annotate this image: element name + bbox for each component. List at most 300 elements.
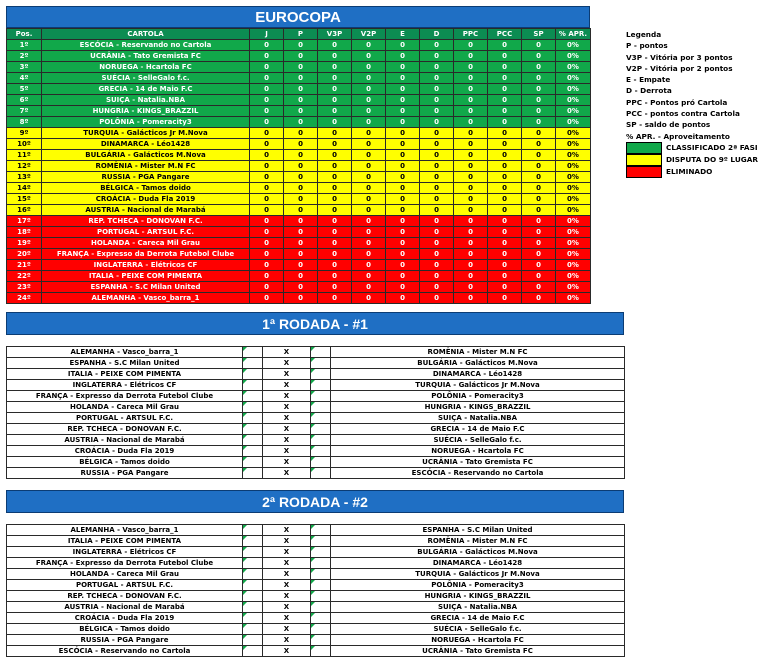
stat-cell: 0 bbox=[488, 51, 522, 62]
standings-header-row bbox=[7, 29, 591, 40]
stat-cell: 0 bbox=[352, 282, 386, 293]
stat-cell: 0 bbox=[250, 106, 284, 117]
stat-cell: 0% bbox=[556, 84, 591, 95]
away-score-cell[interactable] bbox=[311, 646, 331, 657]
stat-cell: 0% bbox=[556, 249, 591, 260]
col-header: CARTOLA bbox=[42, 29, 250, 40]
stat-cell: 0 bbox=[420, 194, 454, 205]
stat-cell: 0 bbox=[386, 40, 420, 51]
col-header: E bbox=[386, 29, 420, 40]
stat-cell: 0 bbox=[250, 128, 284, 139]
round-2-banner bbox=[6, 490, 624, 513]
stat-cell: 0 bbox=[488, 271, 522, 282]
team-cell: DINAMARCA - Léo1428 bbox=[42, 139, 250, 150]
stat-cell: 0 bbox=[284, 194, 318, 205]
stat-cell: 0 bbox=[318, 205, 352, 216]
stat-cell: 0 bbox=[522, 205, 556, 216]
away-score-cell[interactable] bbox=[311, 347, 331, 358]
home-score-cell[interactable] bbox=[243, 424, 263, 435]
home-score-cell[interactable] bbox=[243, 347, 263, 358]
stat-cell: 0% bbox=[556, 293, 591, 304]
home-team: ALEMANHA - Vasco_barra_1 bbox=[7, 347, 243, 358]
stat-cell: 0 bbox=[318, 216, 352, 227]
pos-cell: 10º bbox=[7, 139, 42, 150]
standings-row bbox=[7, 128, 591, 139]
stat-cell: 0 bbox=[454, 150, 488, 161]
stat-cell: 0 bbox=[318, 139, 352, 150]
away-score-cell[interactable] bbox=[311, 391, 331, 402]
away-score-cell[interactable] bbox=[311, 402, 331, 413]
stat-cell: 0 bbox=[386, 260, 420, 271]
match-row bbox=[7, 446, 625, 457]
stat-cell: 0 bbox=[352, 73, 386, 84]
stat-cell: 0 bbox=[284, 62, 318, 73]
match-row bbox=[7, 646, 625, 657]
stat-cell: 0 bbox=[420, 282, 454, 293]
team-cell: UCRÂNIA - Tato Gremista FC bbox=[42, 51, 250, 62]
stat-cell: 0 bbox=[454, 282, 488, 293]
legend bbox=[626, 29, 781, 178]
team-cell: SUIÇA - Natalia.NBA bbox=[42, 95, 250, 106]
stat-cell: 0 bbox=[284, 205, 318, 216]
versus-label: X bbox=[263, 413, 311, 424]
away-score-cell[interactable] bbox=[311, 547, 331, 558]
stat-cell: 0 bbox=[318, 150, 352, 161]
versus-label: X bbox=[263, 624, 311, 635]
stat-cell: 0 bbox=[522, 40, 556, 51]
standings-body bbox=[7, 40, 591, 304]
pos-cell: 13º bbox=[7, 172, 42, 183]
away-score-cell[interactable] bbox=[311, 569, 331, 580]
home-team: FRANÇA - Expresso da Derrota Futebol Clube bbox=[7, 391, 243, 402]
stat-cell: 0 bbox=[420, 84, 454, 95]
stat-cell: 0 bbox=[284, 260, 318, 271]
stat-cell: 0 bbox=[454, 51, 488, 62]
stat-cell: 0 bbox=[454, 40, 488, 51]
away-score-cell[interactable] bbox=[311, 536, 331, 547]
stat-cell: 0 bbox=[318, 117, 352, 128]
match-row bbox=[7, 424, 625, 435]
away-team: HUNGRIA - KINGS_BRAZZIL bbox=[331, 402, 625, 413]
stat-cell: 0 bbox=[284, 227, 318, 238]
away-team: POLÔNIA - Pomeracity3 bbox=[331, 391, 625, 402]
match-row bbox=[7, 591, 625, 602]
pos-cell: 14º bbox=[7, 183, 42, 194]
home-score-cell[interactable] bbox=[243, 602, 263, 613]
home-team: INGLATERRA - Elétricos CF bbox=[7, 547, 243, 558]
stat-cell: 0 bbox=[284, 161, 318, 172]
stat-cell: 0 bbox=[352, 40, 386, 51]
home-score-cell[interactable] bbox=[243, 380, 263, 391]
match-row bbox=[7, 635, 625, 646]
away-team: POLÔNIA - Pomeracity3 bbox=[331, 580, 625, 591]
match-row bbox=[7, 391, 625, 402]
standings-table bbox=[6, 28, 591, 304]
stat-cell: 0 bbox=[386, 73, 420, 84]
team-cell: REP. TCHECA - DONOVAN F.C. bbox=[42, 216, 250, 227]
stat-cell: 0 bbox=[454, 227, 488, 238]
stat-cell: 0 bbox=[250, 260, 284, 271]
away-team: UCRÂNIA - Tato Gremista FC bbox=[331, 646, 625, 657]
stat-cell: 0 bbox=[386, 84, 420, 95]
stat-cell: 0 bbox=[522, 150, 556, 161]
away-score-cell[interactable] bbox=[311, 580, 331, 591]
stat-cell: 0 bbox=[386, 227, 420, 238]
match-row bbox=[7, 435, 625, 446]
home-score-cell[interactable] bbox=[243, 547, 263, 558]
stat-cell: 0 bbox=[454, 172, 488, 183]
versus-label: X bbox=[263, 402, 311, 413]
stat-cell: 0 bbox=[386, 282, 420, 293]
stat-cell: 0 bbox=[352, 150, 386, 161]
away-team: NORUEGA - Hcartola FC bbox=[331, 635, 625, 646]
stat-cell: 0 bbox=[386, 205, 420, 216]
match-row bbox=[7, 457, 625, 468]
stat-cell: 0 bbox=[522, 128, 556, 139]
stat-cell: 0 bbox=[522, 282, 556, 293]
home-team: ITALIA - PEIXE COM PIMENTA bbox=[7, 369, 243, 380]
home-score-cell[interactable] bbox=[243, 569, 263, 580]
away-score-cell[interactable] bbox=[311, 624, 331, 635]
stat-cell: 0 bbox=[318, 172, 352, 183]
standings-row bbox=[7, 62, 591, 73]
stat-cell: 0 bbox=[318, 40, 352, 51]
stat-cell: 0% bbox=[556, 260, 591, 271]
stat-cell: 0% bbox=[556, 73, 591, 84]
home-team: INGLATERRA - Elétricos CF bbox=[7, 380, 243, 391]
stat-cell: 0 bbox=[352, 227, 386, 238]
standings-row bbox=[7, 84, 591, 95]
legend-item: V3P - Vitória por 3 pontos bbox=[626, 52, 733, 62]
legend-key-eliminated bbox=[626, 166, 781, 178]
stat-cell: 0 bbox=[420, 172, 454, 183]
stat-cell: 0 bbox=[284, 172, 318, 183]
home-score-cell[interactable] bbox=[243, 369, 263, 380]
stat-cell: 0 bbox=[284, 249, 318, 260]
color-swatch-yellow bbox=[626, 154, 662, 166]
home-score-cell[interactable] bbox=[243, 536, 263, 547]
standings-row bbox=[7, 282, 591, 293]
pos-cell: 21º bbox=[7, 260, 42, 271]
stat-cell: 0% bbox=[556, 117, 591, 128]
stat-cell: 0 bbox=[284, 128, 318, 139]
stat-cell: 0 bbox=[454, 238, 488, 249]
stat-cell: 0% bbox=[556, 139, 591, 150]
stat-cell: 0 bbox=[284, 293, 318, 304]
versus-label: X bbox=[263, 591, 311, 602]
away-score-cell[interactable] bbox=[311, 369, 331, 380]
stat-cell: 0 bbox=[522, 84, 556, 95]
home-score-cell[interactable] bbox=[243, 391, 263, 402]
home-team: PORTUGAL - ARTSUL F.C. bbox=[7, 413, 243, 424]
stat-cell: 0 bbox=[488, 62, 522, 73]
stat-cell: 0 bbox=[488, 183, 522, 194]
team-cell: PORTUGAL - ARTSUL F.C. bbox=[42, 227, 250, 238]
away-team: GRECIA - 14 de Maio F.C bbox=[331, 613, 625, 624]
stat-cell: 0 bbox=[420, 183, 454, 194]
home-score-cell[interactable] bbox=[243, 624, 263, 635]
standings-row bbox=[7, 117, 591, 128]
away-score-cell[interactable] bbox=[311, 591, 331, 602]
stat-cell: 0 bbox=[284, 95, 318, 106]
match-row bbox=[7, 413, 625, 424]
standings-row bbox=[7, 249, 591, 260]
stat-cell: 0 bbox=[386, 249, 420, 260]
stat-cell: 0% bbox=[556, 194, 591, 205]
stat-cell: 0 bbox=[386, 51, 420, 62]
home-score-cell[interactable] bbox=[243, 646, 263, 657]
home-score-cell[interactable] bbox=[243, 468, 263, 479]
stat-cell: 0 bbox=[352, 84, 386, 95]
stat-cell: 0 bbox=[284, 139, 318, 150]
stat-cell: 0 bbox=[284, 51, 318, 62]
home-score-cell[interactable] bbox=[243, 591, 263, 602]
versus-label: X bbox=[263, 646, 311, 657]
away-score-cell[interactable] bbox=[311, 525, 331, 536]
stat-cell: 0 bbox=[386, 271, 420, 282]
home-team: AUSTRIA - Nacional de Marabá bbox=[7, 435, 243, 446]
stat-cell: 0% bbox=[556, 238, 591, 249]
stat-cell: 0% bbox=[556, 150, 591, 161]
versus-label: X bbox=[263, 613, 311, 624]
stat-cell: 0 bbox=[420, 106, 454, 117]
stat-cell: 0% bbox=[556, 172, 591, 183]
legend-key-label: DISPUTA DO 9º LUGAR bbox=[666, 155, 759, 165]
home-score-cell[interactable] bbox=[243, 457, 263, 468]
stat-cell: 0 bbox=[250, 51, 284, 62]
stat-cell: 0 bbox=[522, 95, 556, 106]
away-score-cell[interactable] bbox=[311, 435, 331, 446]
stat-cell: 0 bbox=[250, 139, 284, 150]
stat-cell: 0 bbox=[488, 84, 522, 95]
away-team: BULGÁRIA - Galácticos M.Nova bbox=[331, 358, 625, 369]
stat-cell: 0 bbox=[284, 216, 318, 227]
away-team: SUIÇA - Natalia.NBA bbox=[331, 602, 625, 613]
stat-cell: 0 bbox=[522, 216, 556, 227]
away-score-cell[interactable] bbox=[311, 380, 331, 391]
standings-row bbox=[7, 139, 591, 150]
round-title: 2ª RODADA - #2 bbox=[262, 494, 368, 510]
stat-cell: 0 bbox=[488, 260, 522, 271]
match-row bbox=[7, 613, 625, 624]
stat-cell: 0 bbox=[352, 172, 386, 183]
stat-cell: 0 bbox=[284, 271, 318, 282]
match-row bbox=[7, 547, 625, 558]
stat-cell: 0 bbox=[250, 73, 284, 84]
stat-cell: 0 bbox=[318, 293, 352, 304]
stat-cell: 0 bbox=[488, 172, 522, 183]
legend-title: Legenda bbox=[626, 30, 662, 39]
match-row bbox=[7, 569, 625, 580]
stat-cell: 0 bbox=[522, 194, 556, 205]
pos-cell: 8º bbox=[7, 117, 42, 128]
team-cell: ESCÓCIA - Reservando no Cartola bbox=[42, 40, 250, 51]
stat-cell: 0 bbox=[318, 128, 352, 139]
team-cell: HUNGRIA - KINGS_BRAZZIL bbox=[42, 106, 250, 117]
stat-cell: 0 bbox=[386, 194, 420, 205]
col-header: V3P bbox=[318, 29, 352, 40]
stat-cell: 0 bbox=[386, 106, 420, 117]
stat-cell: 0% bbox=[556, 161, 591, 172]
home-score-cell[interactable] bbox=[243, 613, 263, 624]
stat-cell: 0 bbox=[420, 238, 454, 249]
stat-cell: 0 bbox=[386, 216, 420, 227]
away-score-cell[interactable] bbox=[311, 602, 331, 613]
stat-cell: 0 bbox=[454, 73, 488, 84]
stat-cell: 0 bbox=[488, 139, 522, 150]
match-row bbox=[7, 558, 625, 569]
stat-cell: 0 bbox=[522, 172, 556, 183]
stat-cell: 0 bbox=[284, 84, 318, 95]
home-team: RUSSIA - PGA Pangare bbox=[7, 468, 243, 479]
stat-cell: 0 bbox=[352, 95, 386, 106]
versus-label: X bbox=[263, 635, 311, 646]
col-header: V2P bbox=[352, 29, 386, 40]
match-row bbox=[7, 369, 625, 380]
away-score-cell[interactable] bbox=[311, 358, 331, 369]
team-cell: POLÔNIA - Pomeracity3 bbox=[42, 117, 250, 128]
stat-cell: 0 bbox=[318, 161, 352, 172]
team-cell: TURQUIA - Galácticos Jr M.Nova bbox=[42, 128, 250, 139]
stat-cell: 0 bbox=[284, 183, 318, 194]
standings-row bbox=[7, 150, 591, 161]
away-team: BULGÁRIA - Galácticos M.Nova bbox=[331, 547, 625, 558]
stat-cell: 0 bbox=[250, 95, 284, 106]
stat-cell: 0 bbox=[454, 249, 488, 260]
stat-cell: 0% bbox=[556, 282, 591, 293]
pos-cell: 3º bbox=[7, 62, 42, 73]
stat-cell: 0 bbox=[488, 40, 522, 51]
home-score-cell[interactable] bbox=[243, 580, 263, 591]
stat-cell: 0% bbox=[556, 106, 591, 117]
away-team: DINAMARCA - Léo1428 bbox=[331, 558, 625, 569]
away-team: TURQUIA - Galácticos Jr M.Nova bbox=[331, 380, 625, 391]
col-header: J bbox=[250, 29, 284, 40]
stat-cell: 0 bbox=[318, 106, 352, 117]
home-score-cell[interactable] bbox=[243, 435, 263, 446]
stat-cell: 0 bbox=[318, 227, 352, 238]
stat-cell: 0 bbox=[250, 282, 284, 293]
team-cell: CROÁCIA - Duda Fla 2019 bbox=[42, 194, 250, 205]
stat-cell: 0 bbox=[522, 139, 556, 150]
versus-label: X bbox=[263, 536, 311, 547]
away-score-cell[interactable] bbox=[311, 457, 331, 468]
pos-cell: 12º bbox=[7, 161, 42, 172]
away-score-cell[interactable] bbox=[311, 635, 331, 646]
away-team: TURQUIA - Galácticos Jr M.Nova bbox=[331, 569, 625, 580]
standings-row bbox=[7, 172, 591, 183]
match-row bbox=[7, 358, 625, 369]
team-cell: ALEMANHA - Vasco_barra_1 bbox=[42, 293, 250, 304]
home-team: FRANÇA - Expresso da Derrota Futebol Clube bbox=[7, 558, 243, 569]
home-score-cell[interactable] bbox=[243, 358, 263, 369]
home-team: CROÁCIA - Duda Fla 2019 bbox=[7, 446, 243, 457]
home-team: PORTUGAL - ARTSUL F.C. bbox=[7, 580, 243, 591]
home-score-cell[interactable] bbox=[243, 402, 263, 413]
standings-row bbox=[7, 271, 591, 282]
home-team: HOLANDA - Careca Mil Grau bbox=[7, 402, 243, 413]
stat-cell: 0 bbox=[420, 216, 454, 227]
versus-label: X bbox=[263, 547, 311, 558]
away-score-cell[interactable] bbox=[311, 413, 331, 424]
stat-cell: 0 bbox=[488, 95, 522, 106]
home-team: ALEMANHA - Vasco_barra_1 bbox=[7, 525, 243, 536]
away-score-cell[interactable] bbox=[311, 613, 331, 624]
round-title: 1ª RODADA - #1 bbox=[262, 316, 368, 332]
title-banner bbox=[6, 6, 590, 28]
stat-cell: 0 bbox=[250, 293, 284, 304]
pos-cell: 1º bbox=[7, 40, 42, 51]
away-score-cell[interactable] bbox=[311, 424, 331, 435]
standings-row bbox=[7, 51, 591, 62]
away-score-cell[interactable] bbox=[311, 468, 331, 479]
stat-cell: 0 bbox=[420, 40, 454, 51]
team-cell: INGLATERRA - Elétricos CF bbox=[42, 260, 250, 271]
home-score-cell[interactable] bbox=[243, 413, 263, 424]
stat-cell: 0 bbox=[284, 117, 318, 128]
stat-cell: 0 bbox=[522, 260, 556, 271]
col-header: PPC bbox=[454, 29, 488, 40]
stat-cell: 0% bbox=[556, 227, 591, 238]
home-team: AUSTRIA - Nacional de Marabá bbox=[7, 602, 243, 613]
stat-cell: 0 bbox=[488, 128, 522, 139]
stat-cell: 0% bbox=[556, 205, 591, 216]
standings-row bbox=[7, 40, 591, 51]
stat-cell: 0 bbox=[250, 194, 284, 205]
stat-cell: 0 bbox=[522, 62, 556, 73]
home-score-cell[interactable] bbox=[243, 525, 263, 536]
stat-cell: 0% bbox=[556, 62, 591, 73]
away-score-cell[interactable] bbox=[311, 446, 331, 457]
stat-cell: 0 bbox=[420, 95, 454, 106]
home-score-cell[interactable] bbox=[243, 446, 263, 457]
legend-key-dispute bbox=[626, 154, 781, 166]
stat-cell: 0 bbox=[420, 271, 454, 282]
match-row bbox=[7, 602, 625, 613]
pos-cell: 17º bbox=[7, 216, 42, 227]
stat-cell: 0 bbox=[454, 194, 488, 205]
legend-item: PCC - pontos contra Cartola bbox=[626, 109, 740, 119]
color-swatch-green bbox=[626, 142, 662, 154]
home-score-cell[interactable] bbox=[243, 558, 263, 569]
pos-cell: 7º bbox=[7, 106, 42, 117]
stat-cell: 0 bbox=[386, 117, 420, 128]
team-cell: NORUEGA - Hcartola FC bbox=[42, 62, 250, 73]
stat-cell: 0 bbox=[352, 183, 386, 194]
versus-label: X bbox=[263, 457, 311, 468]
color-swatch-red bbox=[626, 166, 662, 178]
stat-cell: 0 bbox=[420, 62, 454, 73]
stat-cell: 0% bbox=[556, 128, 591, 139]
stat-cell: 0 bbox=[420, 227, 454, 238]
away-team: NORUEGA - Hcartola FC bbox=[331, 446, 625, 457]
legend-item: SP - saldo de pontos bbox=[626, 120, 711, 130]
away-score-cell[interactable] bbox=[311, 558, 331, 569]
stat-cell: 0 bbox=[318, 249, 352, 260]
stat-cell: 0 bbox=[454, 117, 488, 128]
home-score-cell[interactable] bbox=[243, 635, 263, 646]
versus-label: X bbox=[263, 558, 311, 569]
legend-key-label: ELIMINADO bbox=[666, 167, 713, 177]
stat-cell: 0 bbox=[284, 150, 318, 161]
stat-cell: 0 bbox=[522, 117, 556, 128]
stat-cell: 0 bbox=[522, 73, 556, 84]
versus-label: X bbox=[263, 580, 311, 591]
stat-cell: 0 bbox=[454, 139, 488, 150]
stat-cell: 0 bbox=[284, 106, 318, 117]
legend-item: V2P - Vitória por 2 pontos bbox=[626, 63, 733, 73]
stat-cell: 0 bbox=[386, 238, 420, 249]
